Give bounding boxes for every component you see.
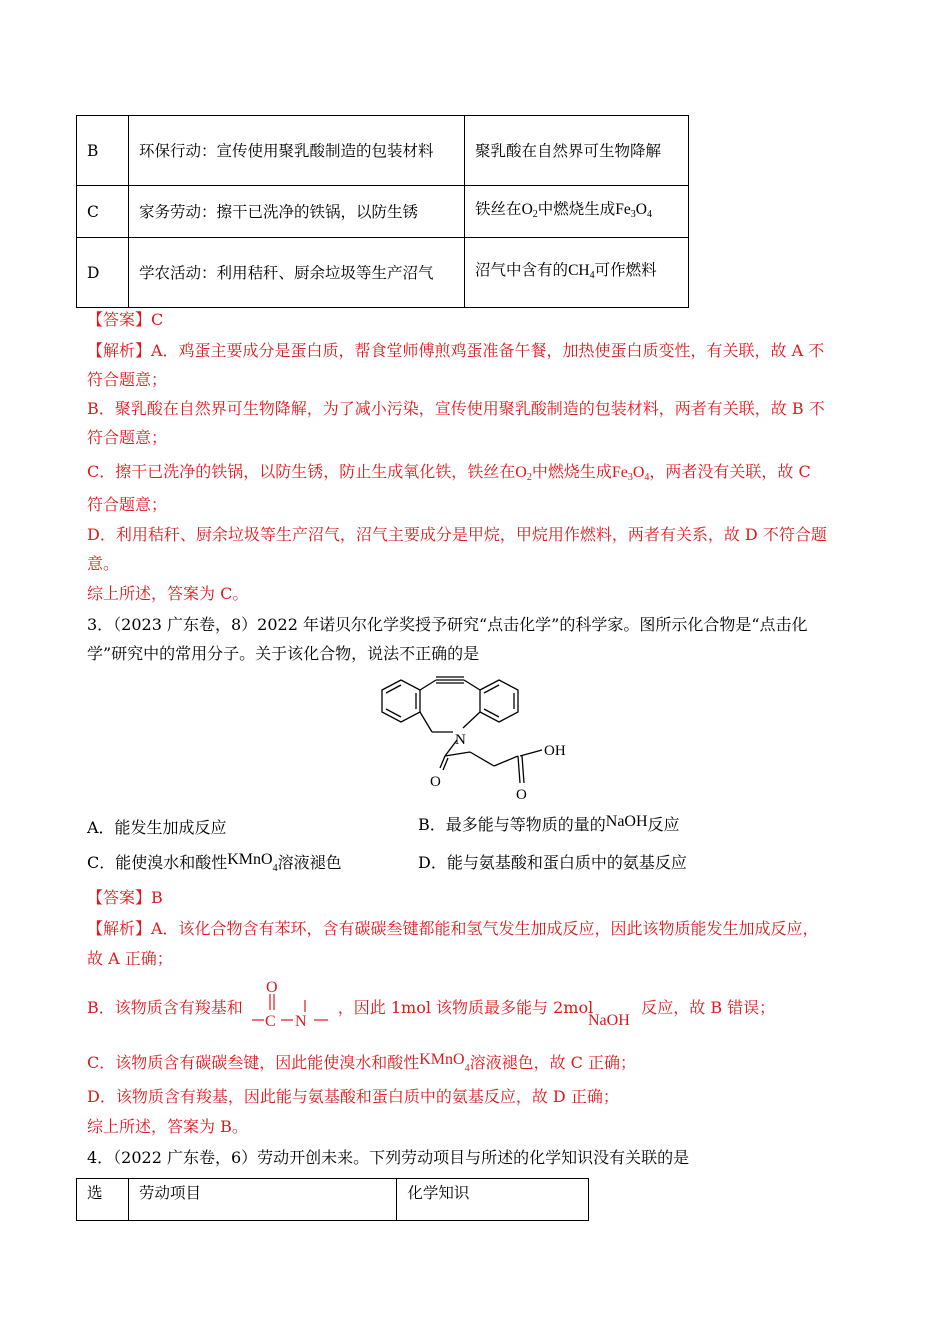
- analysis-text: 符合题意；: [87, 370, 168, 389]
- analysis-text: C．该物质含有碳碳叁键，因此能使溴水和酸性KMnO$_4$溶液褪色，故 C 正确；: [87, 1051, 637, 1074]
- header-option: 选: [77, 1179, 129, 1221]
- summary-text: 综上所述，答案为 C。: [87, 584, 249, 603]
- naoh-formula: NaOH: [588, 1012, 630, 1029]
- activity-cell: 家务劳动：擦干已洗净的铁锅，以防生锈: [128, 186, 464, 238]
- knowledge-cell: 铁丝在$O_2$中燃烧生成$Fe_3O_4$: [465, 186, 689, 238]
- header-activity: 劳动项目: [128, 1179, 396, 1221]
- option-c: C．能使溴水和酸性KMnO$_4$溶液褪色: [87, 851, 342, 874]
- option-cell: D: [77, 238, 129, 308]
- option-cell: B: [77, 116, 129, 186]
- analysis-text: B．聚乳酸在自然界可生物降解，为了减小污染，宣传使用聚乳酸制造的包装材料，两者有关联，故 B 不: [87, 399, 825, 418]
- analysis-text: 符合题意；: [87, 428, 168, 447]
- amide-nitrogen: N: [295, 1013, 307, 1030]
- activity-cell: 学农活动：利用秸秆、厨余垃圾等生产沼气: [128, 238, 464, 308]
- oxygen-label: O: [430, 774, 441, 790]
- table-row: [77, 116, 689, 186]
- question-stem: 学”研究中的常用分子。关于该化合物，说法不正确的是: [87, 644, 480, 663]
- option-b: B．最多能与等物质的量的NaOH反应: [418, 813, 680, 834]
- analysis-text: C．擦干已洗净的铁锅，以防生锈，防止生成氧化铁，铁丝在$O_2$中燃烧生成$Fe_3O_4$，两者没有关联，故 C: [87, 462, 811, 483]
- table-row: [77, 238, 689, 308]
- option-table: [76, 115, 689, 308]
- summary-text: 综上所述，答案为 B。: [87, 1117, 248, 1136]
- table-row: [77, 186, 689, 238]
- analysis-text: B．该物质含有羧基和 ，因此 1mol 该物质最多能与 2mol 反应，故 B 错误；: [87, 998, 776, 1017]
- q4-table: [76, 1178, 589, 1221]
- question-stem: 4．（2022 广东卷，6）劳动开创未来。下列劳动项目与所述的化学知识没有关联的是: [87, 1148, 690, 1167]
- answer-label: 【答案】B: [87, 888, 163, 907]
- analysis-text: 符合题意；: [87, 495, 168, 514]
- analysis-text: 意。: [87, 554, 120, 573]
- analysis-text: 【解析】A．鸡蛋主要成分是蛋白质，帮食堂师傅煎鸡蛋准备午餐，加热使蛋白质变性，有关联，故 A 不: [87, 341, 825, 360]
- option-cell: C: [77, 186, 129, 238]
- question-stem: 3．（2023 广东卷，8）2022 年诺贝尔化学奖授予研究“点击化学”的科学家。图所示化合物是“点击化: [87, 615, 808, 634]
- analysis-text: D．利用秸秆、厨余垃圾等生产沼气，沼气主要成分是甲烷，甲烷用作燃料，两者有关系，故 D 不符合题: [87, 525, 827, 544]
- option-a: A．能发生加成反应: [87, 818, 227, 837]
- nitrogen-label: N: [455, 732, 466, 748]
- table-header-row: [77, 1179, 589, 1221]
- amide-carbon: C: [265, 1013, 276, 1030]
- analysis-text: 故 A 正确；: [87, 949, 173, 968]
- amide-structure: [248, 980, 338, 1032]
- compound-structure: [370, 672, 580, 807]
- knowledge-cell: 沼气中含有的$CH_4$可作燃料: [465, 238, 689, 308]
- analysis-text: 【解析】A．该化合物含有苯环，含有碳碳叁键都能和氢气发生加成反应，因此该物质能发生加成反应，: [87, 919, 819, 938]
- amide-oxygen: O: [266, 980, 278, 996]
- oxygen-label: O: [516, 787, 527, 803]
- hydroxyl-label: OH: [544, 743, 566, 759]
- knowledge-cell: 聚乳酸在自然界可生物降解: [465, 116, 689, 186]
- answer-label: 【答案】C: [87, 310, 164, 329]
- header-knowledge: 化学知识: [397, 1179, 589, 1221]
- option-d: D．能与氨基酸和蛋白质中的氨基反应: [418, 853, 687, 872]
- analysis-text: D．该物质含有羧基，因此能与氨基酸和蛋白质中的氨基反应，故 D 正确；: [87, 1087, 619, 1106]
- activity-cell: 环保行动：宣传使用聚乳酸制造的包装材料: [128, 116, 464, 186]
